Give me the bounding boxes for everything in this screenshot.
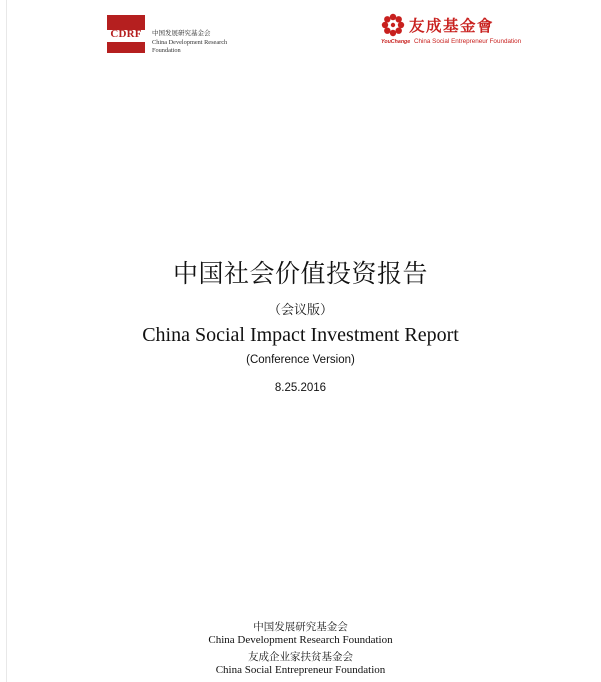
report-title-cn: 中国社会价值投资报告 [172, 259, 428, 288]
report-subtitle-cn: （会议版） [267, 303, 333, 318]
cdrf-logo-mark [107, 15, 145, 53]
cdrf-logo-text [152, 29, 227, 55]
youchange-logo [381, 13, 521, 45]
youchange-name-en-row [381, 38, 521, 45]
youchange-logo-top [381, 13, 521, 37]
flower-emblem-icon [381, 13, 405, 37]
youchange-brand: YouChange [381, 39, 411, 45]
footer-org2-cn: 友成企业家扶贫基金会 [248, 651, 353, 663]
report-subtitle-en: (Conference Version) [246, 354, 355, 366]
footer-org2-en: China Social Entrepreneur Foundation [215, 664, 386, 676]
report-date: 8.25.2016 [274, 382, 327, 394]
footer-org1-cn: 中国发展研究基金会 [253, 621, 348, 633]
cdrf-logo-mark-text: CDRF [110, 28, 142, 40]
cdrf-name-en-line1: China Development Research [152, 39, 228, 46]
cdrf-name-cn: 中国发展研究基金会 [152, 29, 211, 37]
report-title-en: China Social Impact Investment Report [142, 324, 459, 346]
youchange-name-en: China Social Entrepreneur Foundation [413, 38, 522, 45]
youchange-name-cn: 友成基金會 [409, 16, 495, 35]
cdrf-logo [107, 15, 227, 55]
cdrf-name-en-line2: Foundation [152, 47, 181, 54]
footer-org1-en: China Development Research Foundation [208, 634, 393, 646]
